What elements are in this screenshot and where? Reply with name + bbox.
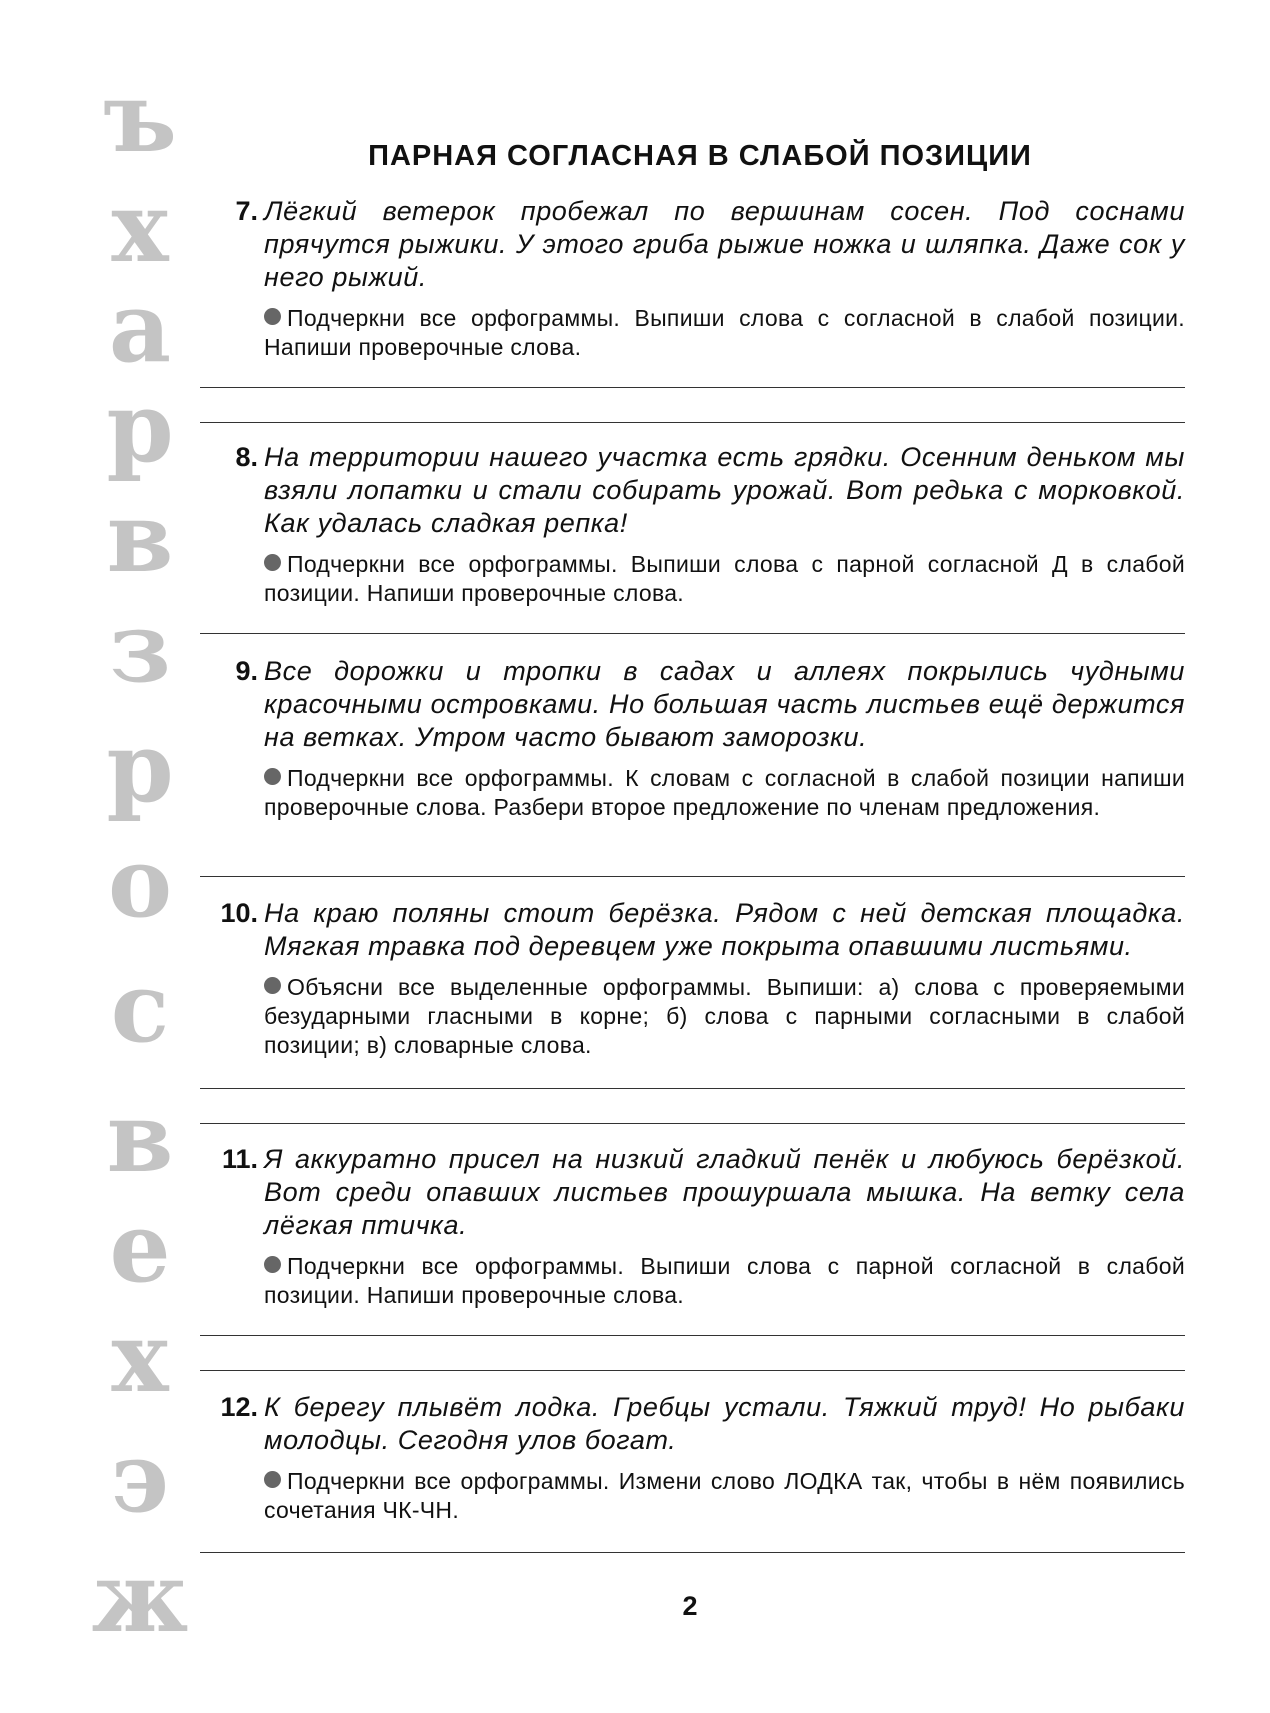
exercise-task-text: Подчеркни все орфограммы. Выпиши слова с парной согласной в слабой позиции. Напиши проверочные слова.: [264, 1253, 1185, 1308]
bullet-icon: [264, 1471, 281, 1488]
margin-letter: о: [107, 826, 173, 939]
exercise-task: [264, 764, 1185, 822]
margin-letter: э: [110, 1421, 170, 1534]
exercise-number: 9.: [235, 656, 258, 686]
exercise-task-text: Подчеркни все орфограммы. Измени слово ЛОДКА так, чтобы в нём появились сочетания ЧК-ЧН.: [264, 1468, 1185, 1523]
exercise-number: 12.: [220, 1392, 258, 1422]
exercise-task: [264, 1467, 1185, 1525]
bullet-icon: [264, 308, 281, 325]
bullet-icon: [264, 1256, 281, 1273]
margin-letter: в: [106, 1081, 174, 1194]
exercise-text: Все дорожки и тропки в садах и аллеях покрылись чудными красочными островками. Но большая часть листьев ещё держится на ветках. Утром часто бывают заморозки.: [264, 656, 1185, 752]
answer-line[interactable]: [200, 1088, 1185, 1089]
exercise-text: Я аккуратно присел на низкий гладкий пенёк и любуюсь берёзкой. Вот среди опавших листьев прошуршала мышка. На ветку села лёгкая птичка.: [264, 1144, 1185, 1240]
exercise-task: [264, 1252, 1185, 1310]
exercise-task: [264, 550, 1185, 608]
margin-letter: з: [109, 591, 171, 704]
exercise-number: 11.: [221, 1144, 258, 1174]
exercise-task-text: Подчеркни все орфограммы. Выпиши слова с парной согласной Д в слабой позиции. Напиши проверочные слова.: [264, 551, 1185, 606]
margin-letter: с: [110, 951, 170, 1064]
exercise-task: [264, 304, 1185, 362]
bullet-icon: [264, 977, 281, 994]
exercise-number: 10.: [220, 898, 258, 928]
margin-letter: р: [106, 711, 174, 824]
exercise-number: 7.: [235, 196, 258, 226]
exercise-number: 8.: [235, 442, 258, 472]
answer-line[interactable]: [200, 1335, 1185, 1336]
answer-line[interactable]: [200, 1123, 1185, 1124]
exercise-task-text: Подчеркни все орфограммы. К словам с согласной в слабой позиции напиши проверочные слова. Разбери второе предложение по членам предложения.: [264, 765, 1185, 820]
exercise-10: [200, 897, 1185, 1060]
exercise-7: [200, 195, 1185, 362]
bullet-icon: [264, 554, 281, 571]
exercise-task-text: Подчеркни все орфограммы. Выпиши слова с согласной в слабой позиции. Напиши проверочные слова.: [264, 305, 1185, 360]
margin-letter: а: [108, 271, 172, 384]
answer-line[interactable]: [200, 387, 1185, 388]
exercise-9: [200, 655, 1185, 822]
exercise-text: На краю поляны стоит берёзка. Рядом с ней детская площадка. Мягкая травка под деревцем уже покрыта опавшими листьями.: [264, 898, 1185, 961]
exercise-text: Лёгкий ветерок пробежал по вершинам сосен. Под соснами прячутся рыжики. У этого гриба рыжие ножка и шляпка. Даже сок у него рыжий.: [264, 196, 1185, 292]
answer-line[interactable]: [200, 1552, 1185, 1553]
answer-line[interactable]: [200, 876, 1185, 877]
exercise-text: К берегу плывёт лодка. Гребцы устали. Тяжкий труд! Но рыбаки молодцы. Сегодня улов богат.: [264, 1392, 1185, 1455]
exercise-12: [200, 1391, 1185, 1525]
margin-letter: р: [106, 371, 174, 484]
decorative-alphabet-margin: [0, 0, 210, 1713]
exercise-8: [200, 441, 1185, 608]
margin-letter: ъ: [103, 61, 177, 174]
page-title: ПАРНАЯ СОГЛАСНАЯ В СЛАБОЙ ПОЗИЦИИ: [368, 140, 1032, 172]
answer-line[interactable]: [200, 1370, 1185, 1371]
answer-line[interactable]: [200, 633, 1185, 634]
bullet-icon: [264, 768, 281, 785]
page-number: 2: [682, 1591, 698, 1621]
exercise-task-text: Объясни все выделенные орфограммы. Выпиши: а) слова с проверяемыми безударными гласными в корне; б) слова с парными согласными в слабой позиции; в) словарные слова.: [264, 974, 1185, 1058]
margin-letter: ж: [91, 1541, 189, 1654]
answer-line[interactable]: [200, 422, 1185, 423]
margin-letter: е: [109, 1191, 171, 1304]
margin-letter: в: [106, 481, 174, 594]
margin-letter: х: [111, 1301, 169, 1414]
margin-letter: х: [111, 171, 169, 284]
exercise-text: На территории нашего участка есть грядки. Осенним деньком мы взяли лопатки и стали собирать урожай. Вот редька с морковкой. Как удалась сладкая репка!: [264, 442, 1185, 538]
exercise-11: [200, 1143, 1185, 1310]
exercise-task: [264, 973, 1185, 1060]
